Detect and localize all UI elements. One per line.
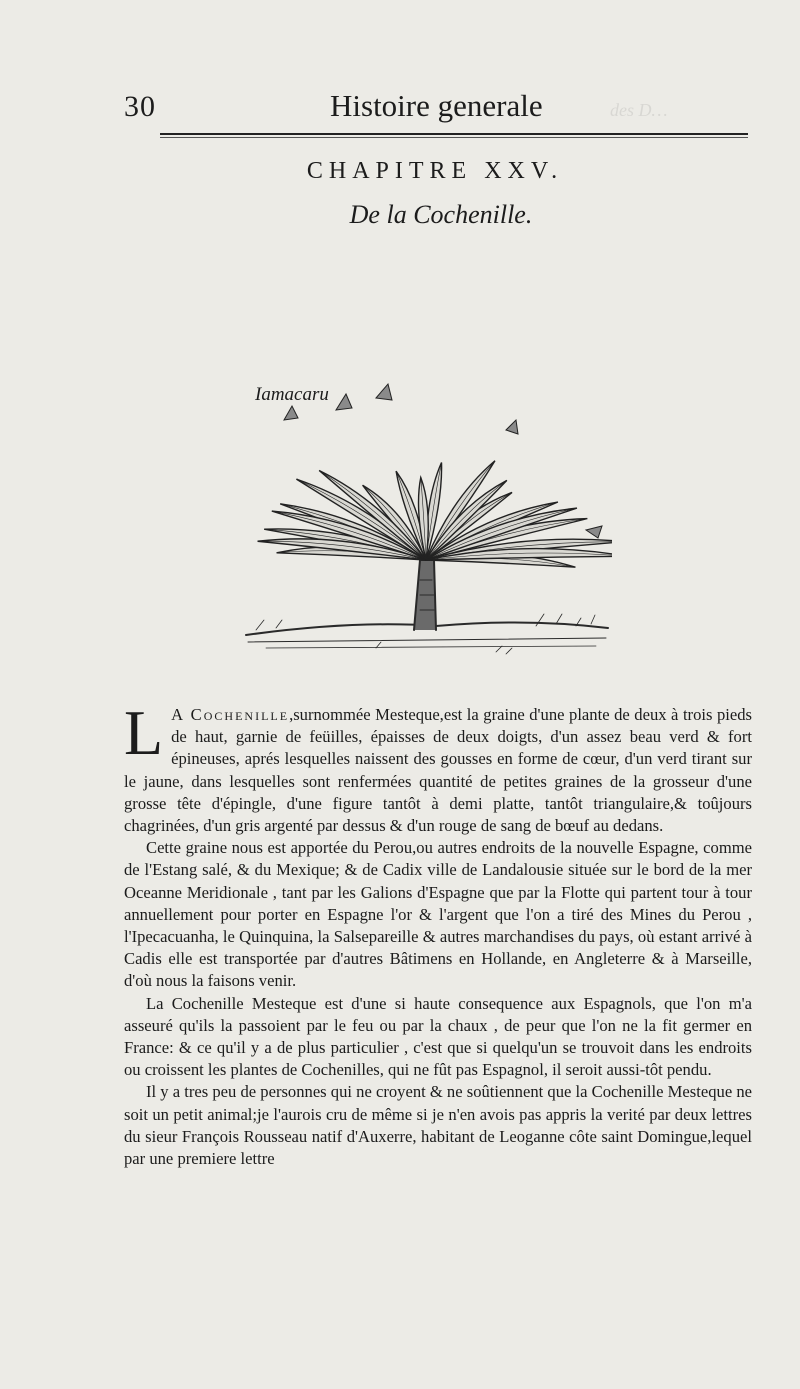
header-rule-thin xyxy=(160,137,748,138)
page-number: 30 xyxy=(124,90,156,123)
opening-small-caps: A Cochenille xyxy=(171,705,290,724)
paragraph-1 xyxy=(124,697,752,837)
header-rule xyxy=(160,133,748,135)
chapter-subtitle: De la Cochenille. xyxy=(349,200,533,229)
running-head: Histoire generale xyxy=(330,88,543,123)
paragraph-4: Il y a tres peu de personnes qui ne croyent & ne soûtiennent que la Cochenille Mesteque ne soit un petit animal;je l'aurois cru de même si je n'en avois pas appris la verité par deux lettres du sieur François Rousseau natif d'Auxerre, habitant de Leoganne côte saint Domingue,lequel par une premiere lettre xyxy=(124,1082,752,1169)
chapter-title: CHAPITRE XXV. xyxy=(306,158,564,184)
body-text xyxy=(124,697,752,1170)
paragraph-2: Cette graine nous est apportée du Perou,ou autres endroits de la nouvelle Espagne, comme de l'Estang salé, & du Mexique; & de Cadix ville de Landalousie située sur le bord de la mer Oceanne Meridionale , tant par les Galions d'Espagne que par la Flotte qui partent tour à tour annuellement pour porter en Espagne l'or & l'argent que l'on a tiré des Mines du Perou , l'Ipecacuanha, le Quinquina, la Salsepareille & autres marchandises du pays, où estant arrivé à Cadis elle est transportée par d'autres Bâtimens en Hollande, en Angleterre & à Marseille, d'où nous la faisons venir. xyxy=(124,838,752,991)
plant-label: Iamacaru xyxy=(255,384,329,405)
cactus-engraving xyxy=(236,380,612,670)
paragraph-text: ,surnommée Mesteque,est la graine d'une plante de deux à trois pieds de haut, garnie de feüilles, épaisses de deux doigts, d'un assez beau verd & fort épineuses, aprés lesquelles naissent des gousses en forme de cœur, d'un verd tirant sur le jaune, dans lesquelles sont renfermées quantité de petites graines de la grosseur d'une grosse tête d'épingle, d'une figure tantôt à demi platte, tantôt triangulaire,& toûjours chagrinées, d'un gris argenté par dessus & d'un rouge de sang de bœuf au dedans. xyxy=(124,705,752,836)
paragraph-3: La Cochenille Mesteque est d'une si haute consequence aux Espagnols, que l'on m'a asseuré qu'ils la passoient par le feu ou par la chaux , de peur que l'on ne la fit germer en France: & ce qu'il y a de plus particulier , c'est que si quelqu'un se trouvoit dans les endroits ou croissent les plantes de Cochenilles, qui ne fût pas Espagnol, il seroit aussi-tôt pendu. xyxy=(124,993,752,1080)
drop-cap: L xyxy=(124,697,164,768)
bleed-through-mark: des D… xyxy=(610,100,668,120)
